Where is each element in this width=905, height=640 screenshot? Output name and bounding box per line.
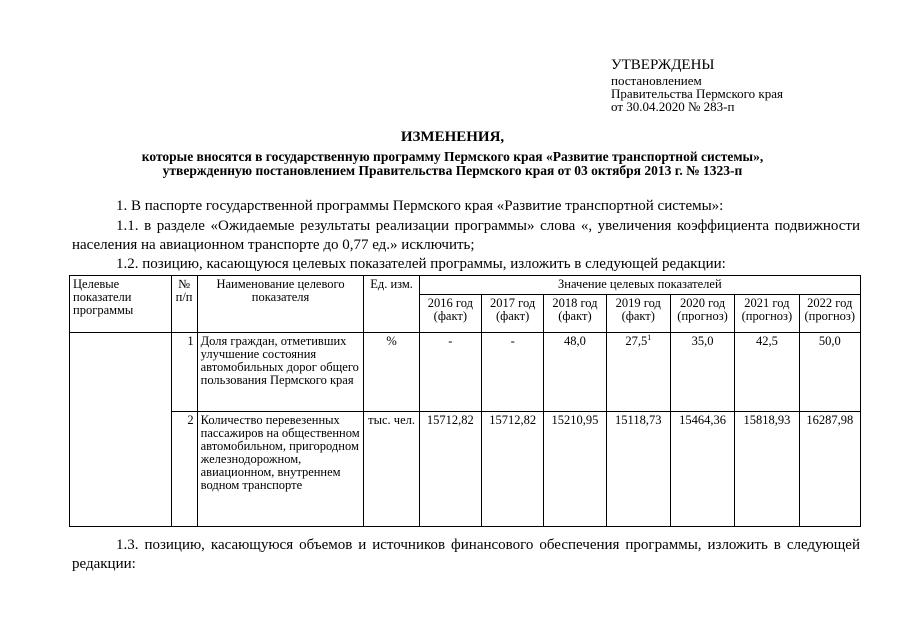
year-cell: 2022 год (прогноз) [799, 295, 860, 333]
value-cell: - [419, 333, 481, 412]
approval-heading: УТВЕРЖДЕНЫ [611, 57, 715, 73]
paragraph-1-1: 1.1. в разделе «Ожидаемые результаты реализации программы» слова «, увеличения коэффициента подвижности населения на авиационном транспорте до 0,77 ед.» исключить; [72, 218, 860, 253]
value-cell: 42,5 [735, 333, 799, 412]
approval-line: постановлением [611, 73, 702, 88]
paragraph-1-3: 1.3. позицию, касающуюся объемов и источников финансового обеспечения программы, изложить в следующей редакции: [72, 537, 860, 572]
value-cell: 16287,98 [799, 412, 860, 527]
header-name: Наименование целевого показателя [197, 276, 364, 333]
year-cell: 2018 год (факт) [544, 295, 606, 333]
value-cell: 48,0 [544, 333, 606, 412]
value-cell: 50,0 [799, 333, 860, 412]
paragraph-1-2: 1.2. позицию, касающуюся целевых показателей программы, изложить в следующей редакции: [116, 256, 726, 272]
row-unit: тыс. чел. [364, 412, 419, 527]
value-cell: 15210,95 [544, 412, 606, 527]
subtitle-line: которые вносятся в государственную программу Пермского края «Развитие транспортной системы», [141, 149, 764, 164]
value-text: 27,5 [625, 334, 648, 348]
table-row [70, 333, 861, 412]
value-cell: 15464,36 [670, 412, 734, 527]
value-cell: 15712,82 [482, 412, 544, 527]
approval-line: от 30.04.2020 № 283-п [611, 99, 735, 114]
subtitle-line: утвержденную постановлением Правительства Пермского края от 03 октября 2013 г. № 1323-п [162, 163, 743, 178]
value-cell: 15118,73 [606, 412, 670, 527]
row-name: Количество перевезенных пассажиров на общественном автомобильном, пригородном железнодорожном, авиационном, внутреннем водном транспорте [197, 412, 364, 527]
value-cell [606, 333, 670, 412]
year-cell: 2016 год (факт) [419, 295, 481, 333]
year-cell: 2021 год (прогноз) [735, 295, 799, 333]
value-cell: - [482, 333, 544, 412]
target-cell [70, 333, 172, 527]
approval-line: Правительства Пермского края [611, 86, 783, 101]
table-header-row [70, 276, 861, 295]
table-row [70, 412, 861, 527]
value-cell: 35,0 [670, 333, 734, 412]
header-values: Значение целевых показателей [419, 276, 860, 295]
row-num: 1 [171, 333, 197, 412]
year-cell: 2020 год (прогноз) [670, 295, 734, 333]
row-num: 2 [171, 412, 197, 527]
document-title: ИЗМЕНЕНИЯ, [400, 129, 505, 145]
year-cell: 2017 год (факт) [482, 295, 544, 333]
row-name: Доля граждан, отметивших улучшение состояния автомобильных дорог общего пользования Пермского края [197, 333, 364, 412]
paragraph-1: 1. В паспорте государственной программы Пермского края «Развитие транспортной системы»: [116, 198, 724, 214]
value-cell: 15712,82 [419, 412, 481, 527]
header-num: № п/п [171, 276, 197, 333]
year-cell: 2019 год (факт) [606, 295, 670, 333]
value-cell: 15818,93 [735, 412, 799, 527]
document-subtitle [0, 150, 905, 178]
approval-block [611, 57, 783, 113]
footnote-mark: 1 [647, 332, 652, 342]
indicators-table [69, 275, 861, 527]
header-unit: Ед. изм. [364, 276, 419, 333]
header-target: Целевые показатели программы [70, 276, 172, 333]
row-unit: % [364, 333, 419, 412]
